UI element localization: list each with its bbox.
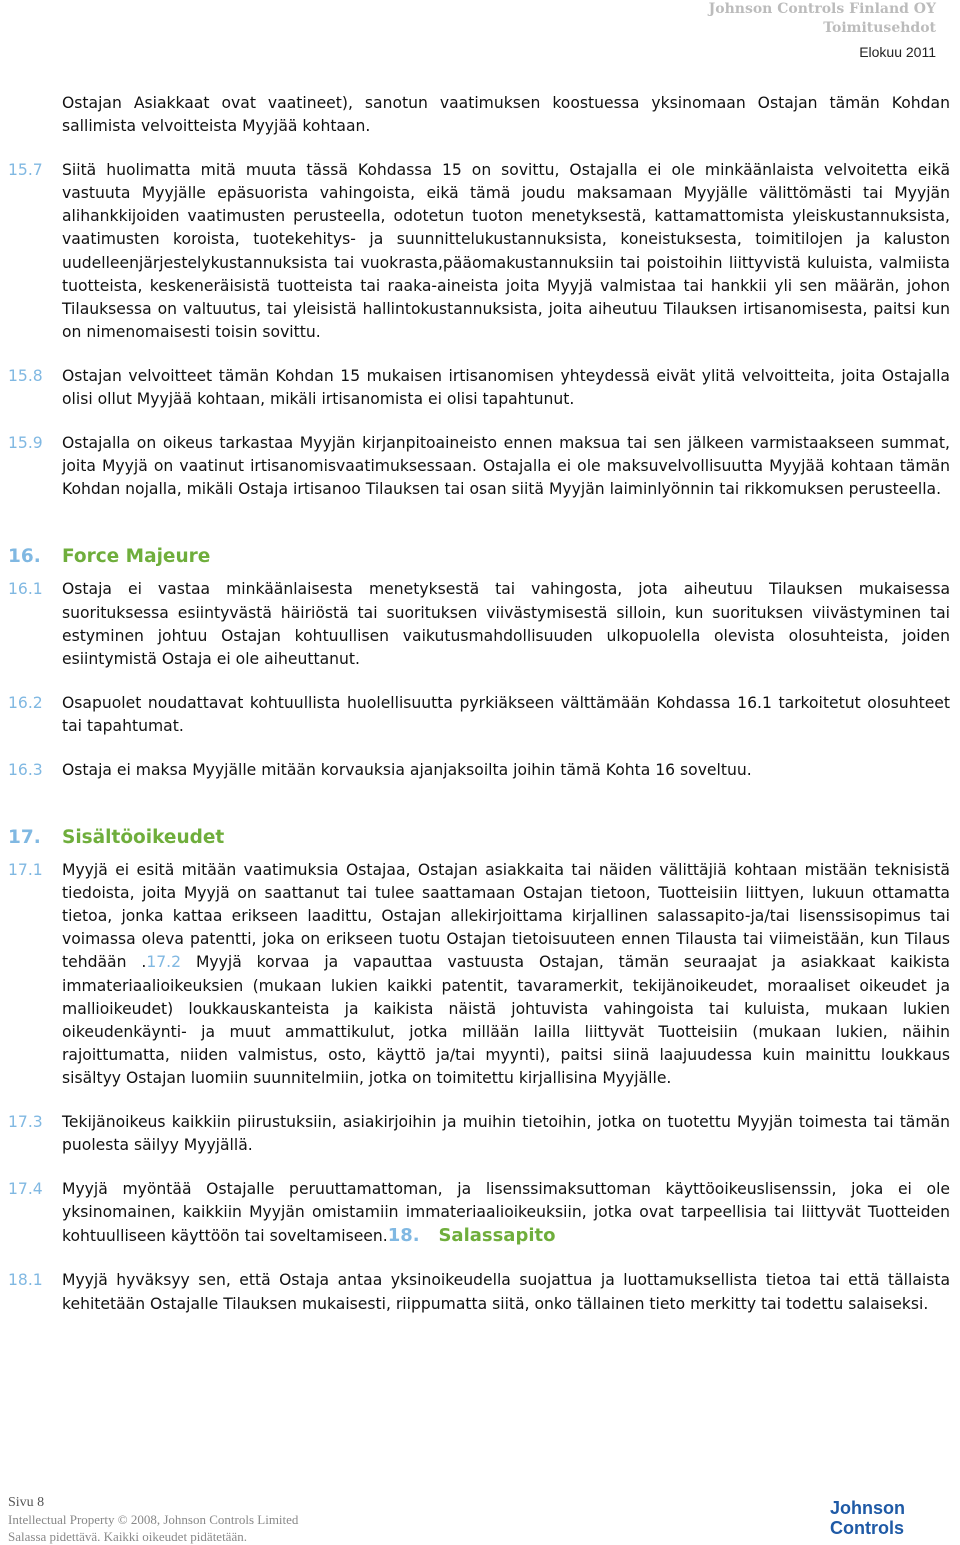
clause-number: 15.9 [8,434,43,453]
paragraph-text: Ostajan Asiakkaat ovat vaatineet), sanotun vaatimuksen koostuessa yksinomaan Ostajan tämän Kohdan sallimista velvoitteista Myyjää kohtaan. [62,94,950,136]
clause-text: Ostaja ei maksa Myyjälle mitään korvauksia ajanjaksoilta joihin tämä Kohta 16 soveltuu. [62,760,752,779]
clause-18-1 [8,1269,950,1315]
clause-number: 16.3 [8,760,43,779]
clause-text: Myyjä myöntää Ostajalle peruuttamattoman, ja lisenssimaksuttoman käyttöoikeuslisenssin, joka ei ole yksinomainen, kaikkiin Myyjän omistamiin immateriaalioikeuksiin, jotka ovat tarpeellisia tai liittyvät Tuotteiden kohtuulliseen käyttöön tai soveltamiseen. [62,1180,950,1246]
section-title: Sisältöoikeudet [62,827,225,849]
document-type: Toimitusehdot [823,20,936,36]
ip-notice: Intellectual Property © 2008, Johnson Controls Limited [8,1512,299,1527]
section-number: 16. [8,546,41,568]
clause-number: 15.8 [8,366,43,385]
page-number: Sivu 8 [8,1495,45,1510]
page-footer [8,1494,298,1545]
clause-text: Myyjä hyväksyy sen, että Ostaja antaa yksinoikeudella suojattua ja luottamuksellista tietoa tai että tällaista kehitetään Ostajalle Tilauksen mukaisesti, riippumatta siitä, onko tällainen tieto merkitty tai todettu salaiseksi. [62,1271,950,1313]
clause-number: 16.2 [8,693,43,712]
inline-clause-number: 17.2 [146,953,182,972]
confidential-notice: Salassa pidettävä. Kaikki oikeudet pidätetään. [8,1529,247,1544]
clause-text: Tekijänoikeus kaikkiin piirustuksiin, asiakirjoihin ja muihin tietoihin, jotka on tuotettu Myyjän toimesta tai tämän puolesta säilyy Myyjällä. [62,1113,950,1155]
section-title: Force Majeure [62,546,211,568]
clause-text: Myyjä ei esitä mitään vaatimuksia Ostajaa, Ostajan asiakkaita tai näiden välittäjiä kohtaan mistään teknisistä tiedoista, joita Myyjä on saattanut tai tulee saattamaan Ostajan tietoon, Tuotteisiin liittyen, lukuun ottamatta tietoa, jonka kattaa erikseen laadittu, Ostajan allekirjoittama kirjallinen salassapito-ja/tai lisenssisopimus tai voimassa oleva patentti, joka on erikseen tuotu Ostajan tietoisuuteen ennen Tilausta tai viimeistään, kun Tilaus tehdään . [62,861,950,972]
section-heading-17 [8,826,950,850]
clause-17-4 [8,1178,950,1248]
page-header [709,0,936,64]
clause-text: Ostaja ei vastaa minkäänlaisesta menetyksestä tai vahingosta, jota aiheutuu Tilauksen mukaisessa suorituksessa esiintyvästä häiriöstä tai suorituksen viivästymisestä silloin, kun suorituksen viivästyminen tai estyminen johtuu Ostajan kohtuullisen vaikutusmahdollisuuden ulkopuolella olevista olosuhteista, joiden esiintymistä Ostaja ei ole aiheuttanut. [62,580,950,668]
clause-number: 17.4 [8,1180,43,1199]
johnson-controls-logo [828,1496,918,1538]
clause-15-7 [8,159,950,344]
section-heading-16 [8,545,950,569]
inline-section-heading-18 [388,1225,556,1246]
clause-number: 17.1 [8,861,43,880]
section-number: 18. [387,1225,420,1247]
section-title: Salassapito [438,1225,556,1247]
clause-text: Osapuolet noudattavat kohtuullista huolellisuutta pyrkiäkseen välttämään Kohdassa 16.1 tarkoitetut olosuhteet tai tapahtumat. [62,693,950,735]
clause-text: Siitä huolimatta mitä muuta tässä Kohdassa 15 on sovittu, Ostajalla ei ole minkäänlaista velvoitetta eikä vastuuta Myyjälle epäsuorista vahingoista, eikä tämä joudu maksamaan Myyjälle välittömästi tai Myyjän alihankkijoiden vaatimusten perusteella, odotetun tuoton menetyksestä, kattamattomista yleiskustannuksista, vaatimusten koroista, tuotekehitys- ja suunnittelukustannuksista, koneistuksesta, toimitilojen ja kaluston uudelleenjärjestelykustannuksista tai vuokrasta,pääomakustannuksiin tai poistoihin liittyvistä kuluista, valmiista tuotteista, keskeneräisistä tuotteista tai raaka-aineista joita Myyjä valmistaa tai hankkii yli sen määrän, johon Tilauksessa on valtuutus, tai yleisistä hallintokustannuksista, joita aiheutuu Tilauksen irtisanomisesta, paitsi kun on nimenomaisesti toisin sovittu. [62,161,950,341]
logo-text-2: Controls [830,1518,904,1538]
clause-number: 17.3 [8,1113,43,1131]
clause-number: 15.7 [8,161,43,180]
clause-17-3 [8,1111,950,1157]
clause-text: Ostajalla on oikeus tarkastaa Myyjän kirjanpitoaineisto ennen maksua tai sen jälkeen varmistaakseen summat, joita Myyjä on vaatinut irtisanomisvaatimuksessaan. Ostajalla ei ole maksuvelvollisuutta Myyjää kohtaan tämän Kohdan nojalla, mikäli Ostaja irtisanoo Tilauksen tai osan siitä Myyjän laiminlyönnin tai rikkomuksen perusteella. [62,434,950,499]
clause-15-9 [8,432,950,501]
clause-text: Ostajan velvoitteet tämän Kohdan 15 mukaisen irtisanomisen yhteydessä eivät ylitä velvoitteita, joita Ostajalla olisi ollut Myyjää kohtaan, mikäli irtisanomista ei olisi tapahtunut. [62,366,950,409]
clause-15-8 [8,365,950,411]
company-name: Johnson Controls Finland OY [708,1,936,17]
clause-number: 16.1 [8,580,43,599]
clause-16-2 [8,692,950,738]
document-date: Elokuu 2011 [859,44,936,60]
clause-number: 18.1 [8,1271,43,1290]
clause-17-1 [8,859,950,1090]
clause-16-3 [8,759,950,782]
clause-16-1 [8,578,950,670]
logo-text-1: Johnson [830,1498,905,1518]
section-number: 17. [8,827,41,849]
document-body [8,92,950,1337]
paragraph-continuation [8,92,950,138]
clause-text-17-2: Myyjä korvaa ja vapauttaa vastuusta Ostajan, tämän seuraajat ja asiakkaat kaikista immateriaalioikeuksien (mukaan lukien kaikki patentit, tavaramerkit, tekijänoikeudet, moraaliset oikeudet ja mallioikeudet) loukkauskanteista ja kaikista näistä johtuvista vahingoista tai kuluista, mukaan lukien oikeudenkäynti- ja muut ammattikulut, jotka millään lailla liittyvät Tuotteisiin (mukaan lukien, näihin rajoittumatta, niiden valmistus, osto, käyttö ja/tai myynti), paitsi siinä laajuudessa kuin mainittu loukkaus sisältyy Ostajan luomiin suunnitelmiin, jotka on toimitettu kirjallisina Myyjälle. [62,953,950,1087]
